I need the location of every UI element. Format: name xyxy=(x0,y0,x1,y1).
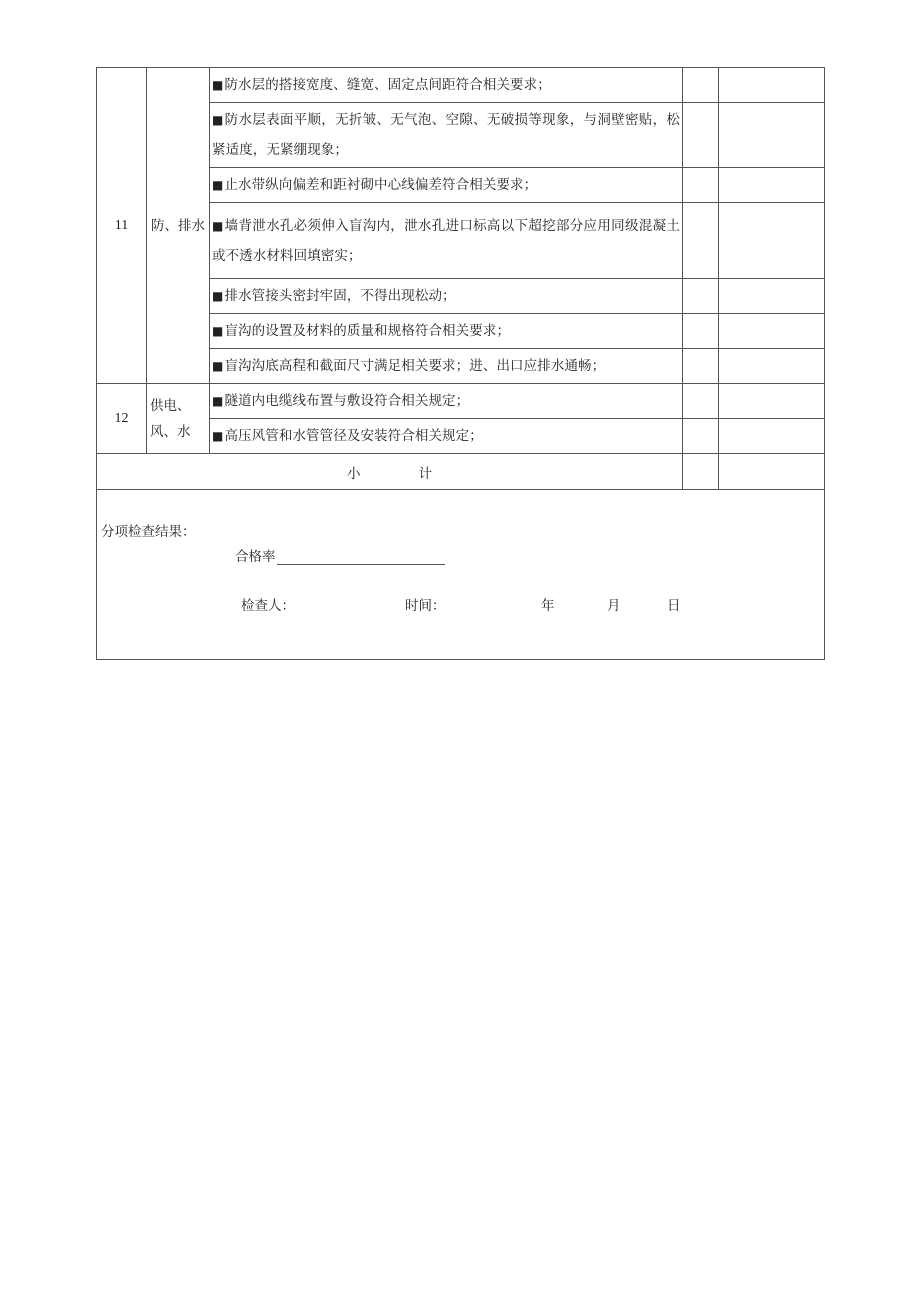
pass-rate-blank[interactable] xyxy=(277,550,445,565)
square-bullet-icon: ■ xyxy=(212,113,224,127)
section-category: 供电、风、水 xyxy=(147,384,210,454)
square-bullet-icon: ■ xyxy=(212,78,224,92)
pass-rate: 合格率 xyxy=(235,545,445,565)
score-cell xyxy=(683,203,719,279)
score-cell xyxy=(683,279,719,314)
score-cell xyxy=(683,68,719,103)
remark-cell xyxy=(719,203,825,279)
score-cell xyxy=(683,314,719,349)
check-item: ■盲沟的设置及材料的质量和规格符合相关要求； xyxy=(210,314,683,349)
square-bullet-icon: ■ xyxy=(212,178,224,192)
table-row xyxy=(97,384,825,419)
result-row xyxy=(97,490,825,660)
remark-cell xyxy=(719,68,825,103)
score-cell xyxy=(683,168,719,203)
check-item: ■防水层表面平顺，无折皱、无气泡、空隙、无破损等现象，与洞壁密贴，松紧适度，无紧绷现象； xyxy=(210,103,683,168)
square-bullet-icon: ■ xyxy=(212,218,224,233)
remark-cell xyxy=(719,384,825,419)
remark-cell xyxy=(719,279,825,314)
day-label: 日 xyxy=(667,598,681,614)
remark-cell xyxy=(719,314,825,349)
check-item: ■隧道内电缆线布置与敷设符合相关规定； xyxy=(210,384,683,419)
check-item: ■止水带纵向偏差和距衬砌中心线偏差符合相关要求； xyxy=(210,168,683,203)
section-number: 12 xyxy=(97,384,147,454)
square-bullet-icon: ■ xyxy=(212,394,224,408)
section-category: 防、排水 xyxy=(147,68,210,384)
month-label: 月 xyxy=(607,598,621,614)
inspection-table xyxy=(96,67,825,660)
score-cell xyxy=(683,349,719,384)
remark-cell xyxy=(719,454,825,490)
check-item: ■排水管接头密封牢固，不得出现松动； xyxy=(210,279,683,314)
section-number: 11 xyxy=(97,68,147,384)
check-item: ■防水层的搭接宽度、缝宽、固定点间距符合相关要求； xyxy=(210,68,683,103)
year-label: 年 xyxy=(541,598,555,614)
time-label: 时间： xyxy=(405,598,446,614)
result-title: 分项检查结果： xyxy=(101,524,196,540)
square-bullet-icon: ■ xyxy=(212,359,224,373)
check-item: ■墙背泄水孔必须伸入盲沟内，泄水孔进口标高以下超挖部分应用同级混凝土或不透水材料回填密实； xyxy=(210,203,683,279)
score-cell xyxy=(683,419,719,454)
subtotal-row xyxy=(97,454,825,490)
subtotal-label: 小 计 xyxy=(97,454,683,490)
score-cell xyxy=(683,454,719,490)
table-row xyxy=(97,68,825,103)
inspector-label: 检查人： xyxy=(241,598,295,614)
score-cell xyxy=(683,384,719,419)
square-bullet-icon: ■ xyxy=(212,429,224,443)
check-item: ■盲沟沟底高程和截面尺寸满足相关要求；进、出口应排水通畅； xyxy=(210,349,683,384)
check-item: ■高压风管和水管管径及安装符合相关规定； xyxy=(210,419,683,454)
remark-cell xyxy=(719,419,825,454)
result-section xyxy=(97,490,825,660)
square-bullet-icon: ■ xyxy=(212,289,224,303)
score-cell xyxy=(683,103,719,168)
remark-cell xyxy=(719,168,825,203)
remark-cell xyxy=(719,349,825,384)
remark-cell xyxy=(719,103,825,168)
square-bullet-icon: ■ xyxy=(212,324,224,338)
